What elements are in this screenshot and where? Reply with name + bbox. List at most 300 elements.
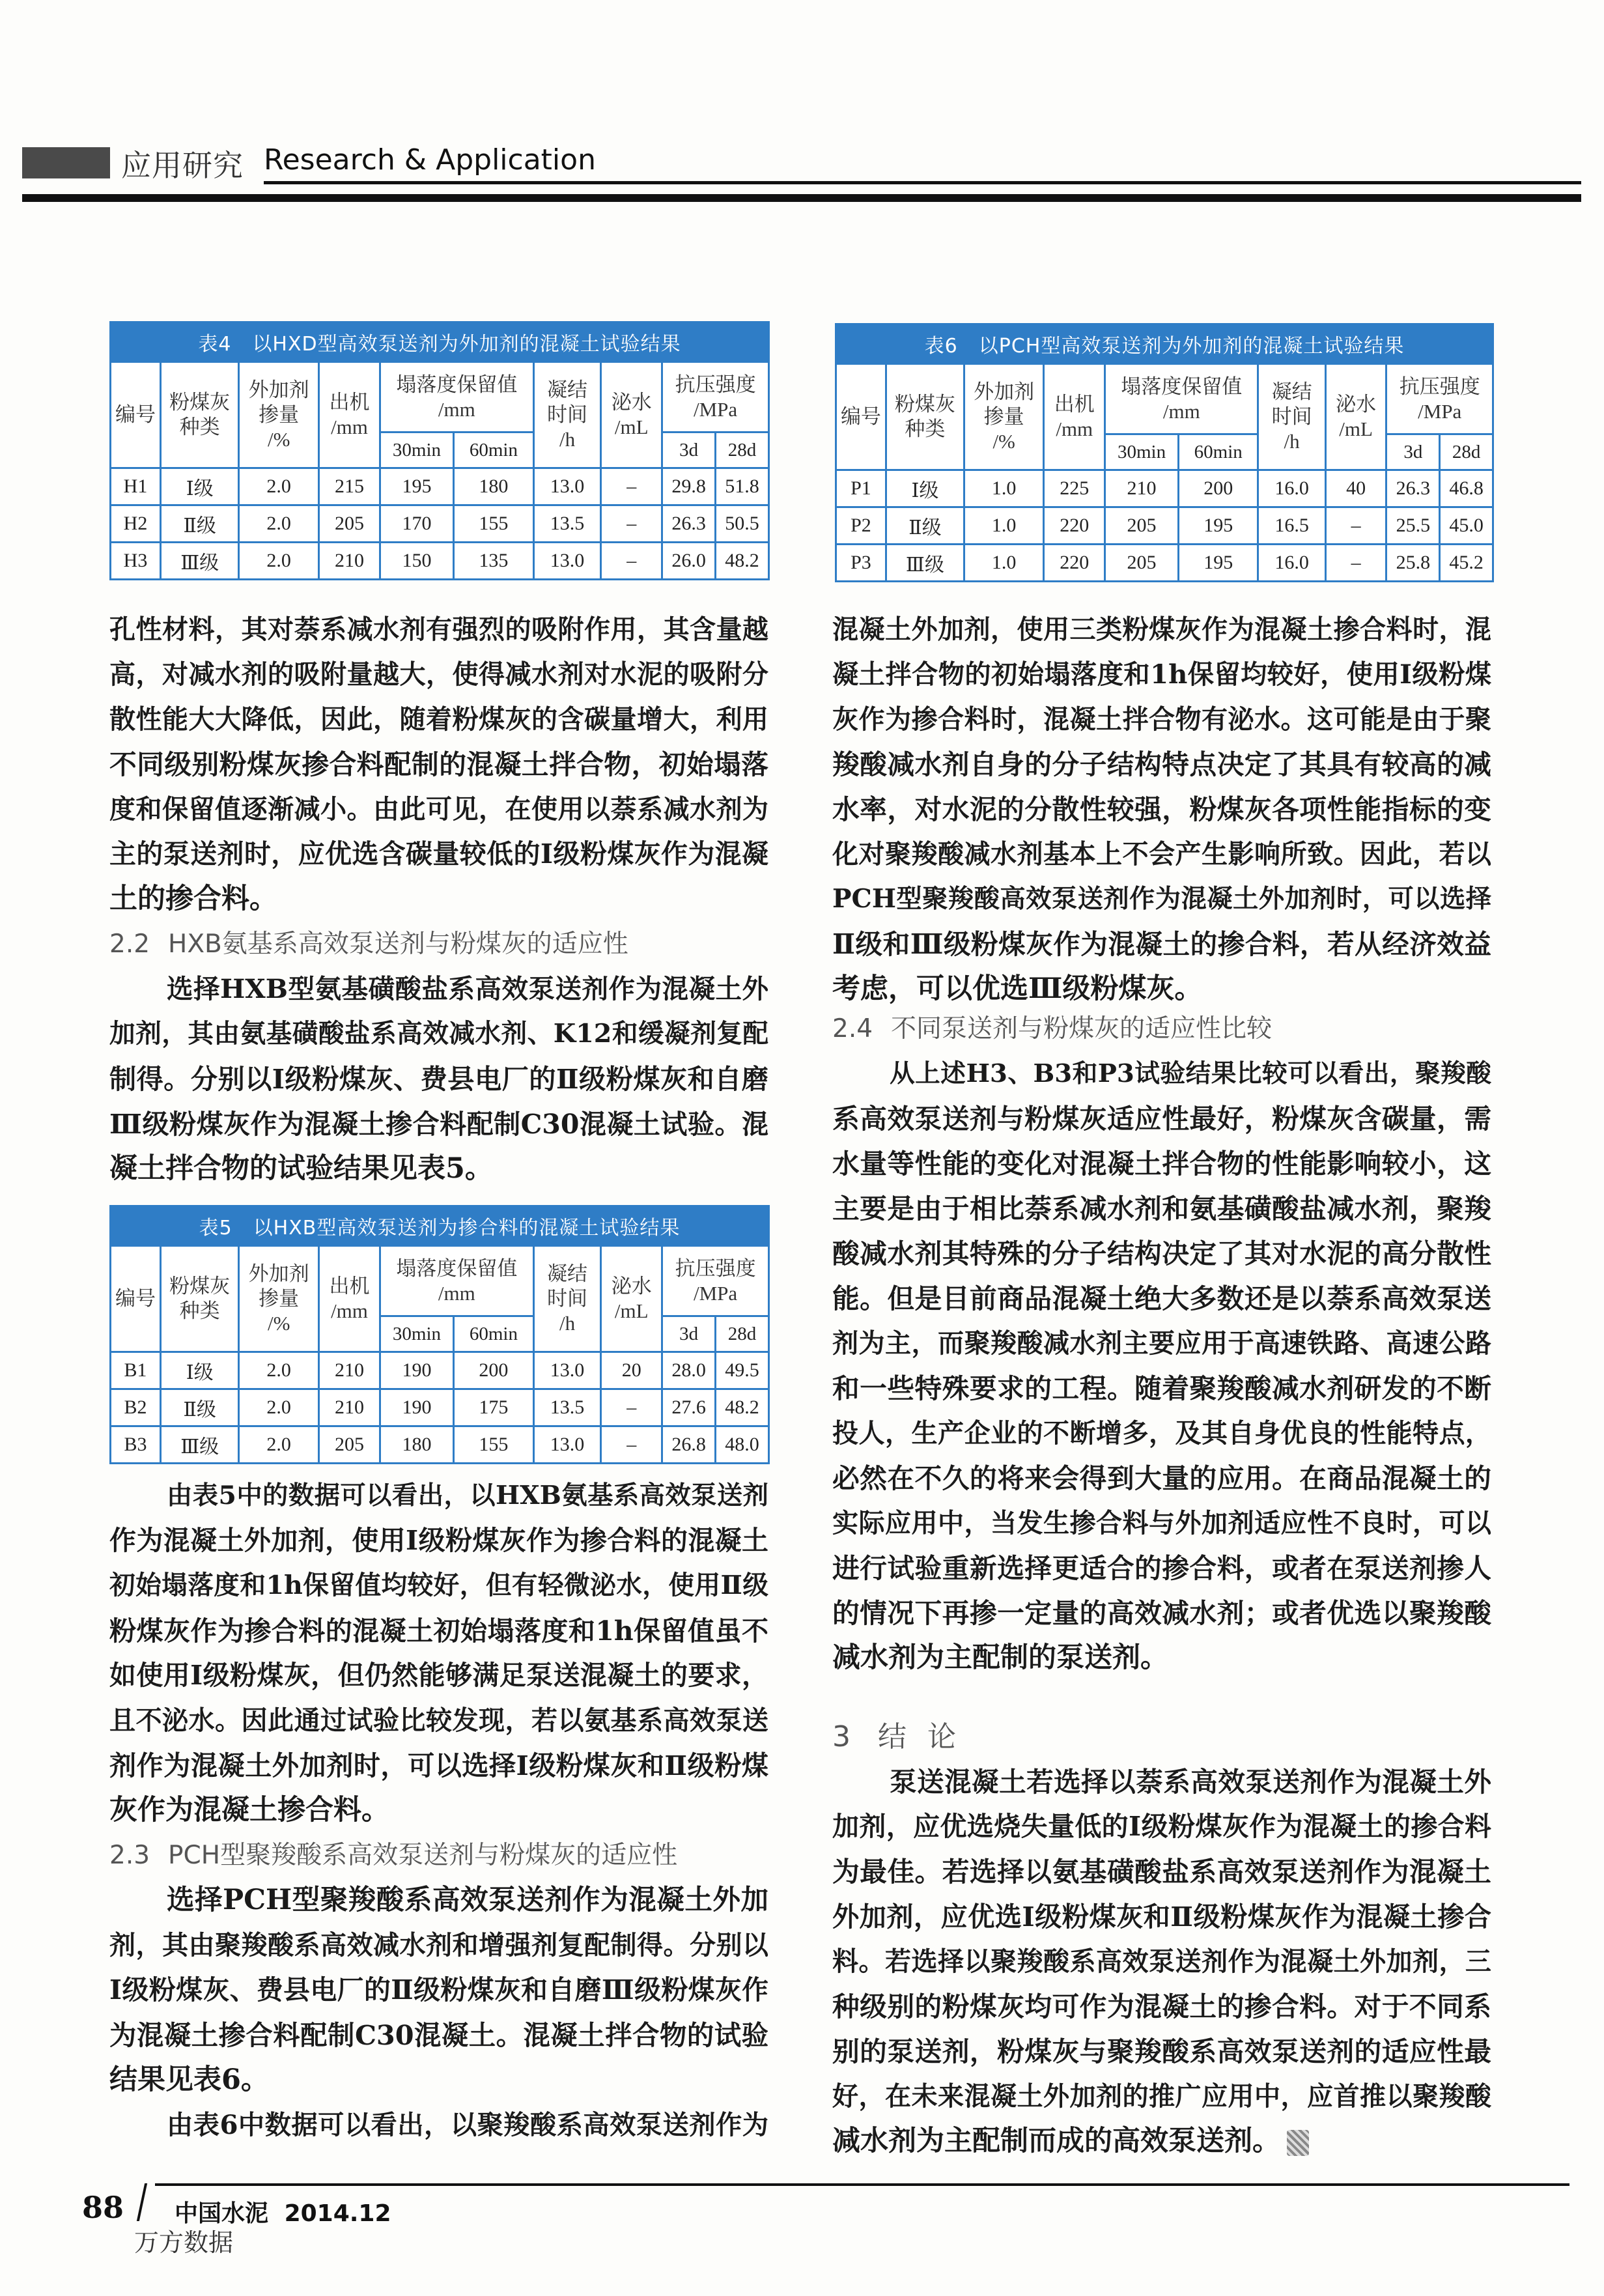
table-cell: 1.0 [964,470,1043,507]
header-block-decoration [22,147,110,178]
table-cell: Ⅰ级 [161,1352,239,1389]
table-cell: 48.2 [716,1389,769,1426]
output-line: 出机 [329,391,370,414]
table-row [836,507,1493,545]
table-cell: 2.0 [239,468,319,505]
table-row [111,543,769,580]
col-header-strength [1386,364,1493,434]
table-cell: 200 [454,1352,534,1389]
text-line [832,1186,1491,1231]
output-line: 出机 [329,1275,370,1297]
col-header-strength-3d: 3d [1386,434,1440,470]
table-cell: 2.0 [239,1389,319,1426]
header-rule-thick [22,194,1581,202]
table-number: 表6 [924,335,958,358]
text-line [832,1759,1491,1804]
text-line-content: 初始塌落度和1h保留值均较好，但有轻微泌水，使用Ⅱ级 [109,1570,768,1600]
text-line-content: 投人，生产企业的不断增多，及其自身优良的性能特点， [832,1418,1491,1449]
set_time-line: 凝结 [547,378,588,401]
text-line-content: 为混凝土掺合料配制C30混凝土。混凝土拌合物的试验 [109,2019,768,2051]
table-row [111,1352,769,1389]
table-cell: 205 [319,1426,380,1464]
table-row [836,470,1493,507]
table-cell: H2 [111,505,161,543]
text-line [832,1051,1491,1096]
text-line [109,1473,768,1518]
col-header-slump-60min: 60min [454,432,534,468]
bleed-line: 泌水 [611,1275,652,1297]
section-number: 2.3 [109,1841,150,1870]
col-header-bleed [1325,364,1386,470]
col-header-strength [662,362,769,432]
col-header-fly-ash-type [886,364,964,470]
text-line [109,1056,768,1101]
col-header-strength-28d: 28d [716,1316,769,1352]
col-header-output [319,1246,380,1352]
text-line-content: 孔性材料，其对萘系减水剂有强烈的吸附作用，其含量越 [109,614,768,645]
set_time-line: 凝结 [1271,380,1312,403]
table-5 [109,1205,770,1464]
table-cell: Ⅱ级 [161,1389,239,1426]
col-header-bleed [601,362,662,468]
text-line [109,832,768,877]
strength-line: 抗压强度 [675,373,756,396]
text-line-content: 系高效泵送剂与粉煤灰适应性最好，粉煤灰含碳量，需 [832,1103,1491,1135]
dosage-line: 掺量 [983,405,1024,428]
slump-line: 塌落度保留值 [396,373,518,396]
footer-slash [137,2183,147,2221]
text-line-content: 好，在未来混凝土外加剂的推广应用中，应首推以聚羧酸 [832,2081,1491,2112]
table-cell: 27.6 [662,1389,716,1426]
col-header-slump-30min: 30min [1105,434,1179,470]
text-line-content: 种级别的粉煤灰均可作为混凝土的掺合料。对于不同系 [832,1991,1491,2022]
text-line-content: 的情况下再掺一定量的高效减水剂；或者优选以聚羧酸 [832,1597,1491,1629]
table-cell: 155 [454,1426,534,1464]
table-cell: 25.8 [1386,545,1440,582]
section-title: PCH型聚羧酸系高效泵送剂与粉煤灰的适应性 [168,1841,678,1870]
text-line-content: 进行试验重新选择更适合的掺合料，或者在泵送剂掺人 [832,1552,1491,1584]
text-line [109,1653,768,1698]
table-cell: 26.3 [1386,470,1440,507]
table-cell: 26.0 [662,543,716,580]
table-cell: – [601,468,662,505]
text-line [832,1894,1491,1939]
text-line [109,1012,768,1056]
table-number: 表5 [199,1217,232,1240]
section-title: 结论 [878,1720,977,1753]
text-line-content: 加剂，应优选烧失量低的Ⅰ级粉煤灰作为混凝土的掺合料 [832,1811,1491,1842]
table-cell: 190 [380,1389,453,1426]
text-line-content: 水量等性能的变化对混凝土拌合物的性能影响较小，这 [832,1148,1491,1180]
slump-line: 塌落度保留值 [1121,375,1243,398]
table-cell: 13.0 [533,1352,601,1389]
text-line [832,1231,1491,1276]
col-header-output [319,362,380,468]
dosage-line: 外加剂 [248,378,309,401]
text-line-content: 由表5中的数据可以看出，以HXB氨基系高效泵送剂 [167,1481,768,1510]
table-cell: 135 [454,543,534,580]
table-cell: 13.5 [533,505,601,543]
table-cell: 210 [319,1352,380,1389]
table-cell: 215 [319,468,380,505]
table-cell: 16.5 [1258,507,1325,545]
dosage-line: /% [267,428,290,451]
table-caption [836,324,1493,364]
text-line-content: 减水剂为主配制而成的高效泵送剂。 [832,2125,1280,2157]
table-cell: Ⅲ级 [886,545,964,582]
text-line [109,1743,768,1788]
col-header-strength-3d: 3d [662,1316,716,1352]
table-cell: 20 [601,1352,662,1389]
text-line-content: 能。但是目前商品混凝土绝大多数还是以萘系高效泵送 [832,1283,1491,1314]
text-line [832,1804,1491,1849]
text-line [832,1141,1491,1186]
section-number: 3 [832,1720,871,1753]
table-cell: 13.5 [533,1389,601,1426]
header-rule-thin [264,181,1581,184]
col-header-set-time [1258,364,1325,470]
table-cell: 46.8 [1440,470,1493,507]
table-row [111,505,769,543]
col-header-slump-30min: 30min [380,1316,453,1352]
text-line [832,877,1491,922]
table-cell: 225 [1044,470,1105,507]
text-line [832,697,1491,742]
text-line-content: 且不泌水。因此通过试验比较发现，若以氨基系高效泵送 [109,1705,768,1736]
output-line: /mm [1056,418,1093,440]
text-line-content: 制得。分别以Ⅰ级粉煤灰、费县电厂的Ⅱ级粉煤灰和自磨 [109,1063,768,1095]
col-header-strength-28d: 28d [1440,434,1493,470]
col-header-slump-30min: 30min [380,432,453,468]
table-cell: 13.0 [533,1426,601,1464]
table-cell: 150 [380,543,453,580]
text-line [832,1276,1491,1321]
text-line [832,832,1491,877]
text-line [832,1546,1491,1591]
bleed-line: 泌水 [611,391,652,414]
table-cell: Ⅱ级 [886,507,964,545]
text-line-content: 水率，对水泥的分散性较强，粉煤灰各项性能指标的变 [832,793,1491,825]
section-number: 2.4 [832,1014,873,1043]
output-line: /mm [331,1299,368,1322]
strength-line: /MPa [694,1281,738,1305]
col-header-slump-60min: 60min [454,1316,534,1352]
col-header-slump-60min: 60min [1179,434,1258,470]
table-cell: H3 [111,543,161,580]
text-line-content: 主要是由于相比萘系减水剂和氨基磺酸盐减水剂，聚羧 [832,1193,1491,1225]
section-heading-3 [832,1714,977,1759]
text-line-content: 灰作为混凝土掺合料。 [109,1794,389,1826]
text-line [109,1563,768,1608]
text-line-content: 料。若选择以聚羧酸系高效泵送剂作为混凝土外加剂，三 [832,1946,1491,1977]
table-cell: 210 [319,1389,380,1426]
set_time-line: /h [559,428,576,451]
text-line-content: 考虑，可以优选Ⅲ级粉煤灰。 [832,972,1203,1005]
table-cell: 195 [380,468,453,505]
col-header-id: 编号 [111,1246,161,1352]
table-cell: P1 [836,470,886,507]
text-line [832,1456,1491,1501]
text-line-content: 结果见表6。 [109,2063,269,2096]
text-line-content: 加剂，其由氨基磺酸盐系高效减水剂、K12和缓凝剂复配 [109,1019,768,1049]
table-caption [111,322,769,362]
text-line-content: 度和保留值逐渐减小。由此可见，在使用以萘系减水剂为 [109,794,768,825]
text-line [832,1636,1491,1680]
text-line [832,1984,1491,2029]
col-header-slump [1105,364,1258,434]
table-cell: 45.2 [1440,545,1493,582]
text-line-content: 土的掺合料。 [109,883,277,915]
table-cell: 50.5 [716,505,769,543]
slump-line: /mm [438,397,475,421]
section-title: HXB氨基系高效泵送剂与粉煤灰的适应性 [168,929,628,959]
table-cell: 1.0 [964,545,1043,582]
table-cell: 155 [454,505,534,543]
table-cell: 16.0 [1258,545,1325,582]
table-cell: 205 [1105,545,1179,582]
text-line [109,652,768,697]
left-paragraph-3 [109,1473,768,1833]
section-heading-2-3 [109,1833,677,1878]
table-cell: 195 [1179,507,1258,545]
col-header-fly-ash-type [161,1246,239,1352]
table-cell: 210 [319,543,380,580]
set_time-line: 时间 [547,403,588,426]
text-line [832,2029,1491,2074]
fly_ash_type-line: 种类 [179,1299,220,1322]
text-line [109,787,768,832]
text-line-content: 泵送混凝土若选择以萘系高效泵送剂作为混凝土外 [890,1766,1491,1798]
table-title: 以HXD型高效泵送剂为外加剂的混凝土试验结果 [252,333,681,356]
slump-line: /mm [1162,399,1200,423]
text-line-content: 灰作为掺合料时，混凝土拌合物有泌水。这可能是由于聚 [832,704,1491,735]
col-header-strength-3d: 3d [662,432,716,468]
section-label-en: Research & Application [264,143,596,177]
table-cell: – [601,505,662,543]
text-line [109,1788,768,1833]
text-line-content: 选择PCH型聚羧酸系高效泵送剂作为混凝土外加 [167,1884,768,1916]
text-line [832,1501,1491,1546]
col-header-dosage [239,1246,319,1352]
text-line [109,967,768,1012]
text-line [832,1321,1491,1366]
table-cell: P3 [836,545,886,582]
text-line-content: 凝土拌合物的初始塌落度和1h保留均较好，使用Ⅰ级粉煤 [832,659,1491,690]
text-line [109,697,768,742]
col-header-set-time [533,1246,601,1352]
text-line-content: 和一些特殊要求的工程。随着聚羧酸减水剂研发的不断 [832,1372,1491,1404]
text-line [832,1411,1491,1456]
text-line [109,1968,768,2013]
table-cell: 40 [1325,470,1386,507]
table-cell: H1 [111,468,161,505]
text-line-content: 剂为主，而聚羧酸减水剂主要应用于高速铁路、高速公路 [832,1328,1491,1359]
text-line-content: 酸减水剂其特殊的分子结构决定了其对水泥的高分散性 [832,1238,1491,1269]
text-line-content: 作为混凝土外加剂，使用Ⅰ级粉煤灰作为掺合料的混凝土 [109,1525,768,1556]
text-line [109,2013,768,2058]
table-cell: 200 [1179,470,1258,507]
table-cell: 26.3 [662,505,716,543]
text-line [109,1518,768,1563]
table-cell: 45.0 [1440,507,1493,545]
table-cell: 205 [1105,507,1179,545]
text-line [109,2058,768,2103]
table-cell: 205 [319,505,380,543]
text-line-content: 凝土拌合物的试验结果见表5。 [109,1152,493,1185]
fly_ash_type-line: 粉煤灰 [169,1275,231,1297]
text-line [832,967,1491,1012]
text-line-content: PCH型聚羧酸高效泵送剂作为混凝土外加剂时，可以选择 [832,884,1491,914]
table-caption [111,1206,769,1246]
slump-line: /mm [438,1281,475,1305]
left-paragraph-2 [109,967,768,1191]
text-line-content: 化对聚羧酸减水剂基本上不会产生影响所致。因此，若以 [832,839,1491,870]
table-number: 表4 [198,333,232,356]
text-line-content: 从上述H3、B3和P3试验结果比较可以看出，聚羧酸 [890,1059,1491,1088]
footer-rule [155,2183,1569,2186]
table-cell: 48.0 [716,1426,769,1464]
col-header-slump [380,1246,533,1316]
output-line: 出机 [1054,393,1095,416]
section-heading-2-2 [109,922,628,967]
text-line [109,2103,768,2147]
text-line-content: 剂作为混凝土外加剂时，可以选择Ⅰ级粉煤灰和Ⅱ级粉煤 [109,1750,768,1781]
table-cell: 16.0 [1258,470,1325,507]
col-header-dosage [964,364,1043,470]
text-line-content: 羧酸减水剂自身的分子结构特点决定了其具有较高的减 [832,748,1491,780]
table-cell: 2.0 [239,1426,319,1464]
text-line [832,1366,1491,1411]
table-cell: 13.0 [533,543,601,580]
text-line-content: Ⅰ级粉煤灰、费县电厂的Ⅱ级粉煤灰和自磨Ⅲ级粉煤灰作 [109,1974,768,2005]
text-line-content: 为最佳。若选择以氨基磺酸盐系高效泵送剂作为混凝土 [832,1856,1491,1888]
section-title: 不同泵送剂与粉煤灰的适应性比较 [891,1014,1273,1043]
text-line-content: 别的泵送剂，粉煤灰与聚羧酸系高效泵送剂的适应性最 [832,2035,1491,2067]
table-cell: – [601,543,662,580]
table-title: 以PCH型高效泵送剂为外加剂的混凝土试验结果 [978,335,1405,358]
text-line-content: 选择HXB型氨基磺酸盐系高效泵送剂作为混凝土外 [167,973,768,1004]
text-line [109,1923,768,1968]
strength-line: 抗压强度 [1399,375,1480,398]
text-line-content: 不同级别粉煤灰掺合料配制的混凝土拌合物，初始塌落 [109,748,768,780]
left-paragraph-4 [109,1878,768,2103]
text-line-content: 剂，其由聚羧酸系高效减水剂和增强剂复配制得。分别以 [109,1930,768,1961]
dosage-line: /% [267,1312,290,1335]
table-row [111,468,769,505]
bleed-line: /mL [614,416,649,438]
table-cell: – [1325,545,1386,582]
table-cell: – [1325,507,1386,545]
section-number: 2.2 [109,929,150,959]
text-line-content: Ⅲ级粉煤灰作为混凝土掺合料配制C30混凝土试验。混 [109,1108,768,1140]
col-header-strength-28d: 28d [716,432,769,468]
table-cell: B2 [111,1389,161,1426]
table-cell: – [601,1389,662,1426]
text-line [832,652,1491,697]
col-header-slump [380,362,533,432]
table-cell: 2.0 [239,1352,319,1389]
table-cell: 29.8 [662,468,716,505]
col-header-bleed [601,1246,662,1352]
right-paragraph-3 [832,1759,1491,2164]
text-line [832,742,1491,787]
right-paragraph-1 [832,607,1491,1012]
slump-line: 塌落度保留值 [396,1256,518,1280]
fly_ash_type-line: 种类 [179,416,220,438]
text-line [832,607,1491,652]
table-cell: 180 [454,468,534,505]
text-line [109,877,768,922]
table-title: 以HXB型高效泵送剂为掺合料的混凝土试验结果 [253,1217,681,1240]
text-line-content: 必然在不久的将来会得到大量的应用。在商品混凝土的 [832,1462,1491,1494]
set_time-line: /h [559,1312,576,1335]
bleed-line: /mL [614,1299,649,1322]
bleed-line: /mL [1339,418,1373,440]
table-cell: Ⅲ级 [161,543,239,580]
col-header-output [1044,364,1105,470]
bleed-line: 泌水 [1336,393,1377,416]
output-line: /mm [331,416,368,438]
table-cell: Ⅰ级 [886,470,964,507]
table-cell: – [601,1426,662,1464]
text-line [832,2119,1491,2164]
table-cell: 1.0 [964,507,1043,545]
text-line-content: 减水剂为主配制的泵送剂。 [832,1641,1168,1674]
table-cell: 195 [1179,545,1258,582]
strength-line: /MPa [694,397,738,421]
issue-date: 2014.12 [284,2200,391,2227]
fly_ash_type-line: 种类 [905,418,946,440]
magazine-name: 中国水泥 [175,2200,269,2227]
table-cell: 13.0 [533,468,601,505]
set_time-line: 时间 [1271,405,1312,428]
table-cell: 180 [380,1426,453,1464]
strength-line: /MPa [1418,399,1462,423]
table-cell: P2 [836,507,886,545]
table-row [836,545,1493,582]
text-line-content: 粉煤灰作为掺合料的混凝土初始塌落度和1h保留值虽不 [109,1615,768,1647]
fly_ash_type-line: 粉煤灰 [894,393,955,416]
col-header-id: 编号 [111,362,161,468]
table-cell: B1 [111,1352,161,1389]
text-line-content: 主的泵送剂时，应优选含碳量较低的Ⅰ级粉煤灰作为混凝 [109,838,768,870]
text-line [109,1698,768,1743]
text-line [109,742,768,787]
end-of-article-icon [1287,2130,1309,2156]
source-watermark: 万方数据 [134,2228,234,2257]
section-heading-2-4 [832,1006,1272,1051]
col-header-id: 编号 [836,364,886,470]
table-row [111,1389,769,1426]
set_time-line: 时间 [547,1287,588,1310]
table-cell: Ⅱ级 [161,505,239,543]
section-label-cn: 应用研究 [121,148,244,183]
text-line [832,1096,1491,1141]
text-line [832,1939,1491,1984]
table-cell: Ⅰ级 [161,468,239,505]
text-line-content: 由表6中数据可以看出，以聚羧酸系高效泵送剂作为 [167,2109,768,2140]
table-cell: 220 [1044,507,1105,545]
text-line-content: 散性能大大降低，因此，随着粉煤灰的含碳量增大，利用 [109,704,768,735]
table-cell: Ⅲ级 [161,1426,239,1464]
text-line [109,1101,768,1146]
table-cell: 190 [380,1352,453,1389]
table-row [111,1426,769,1464]
strength-line: 抗压强度 [675,1256,756,1280]
table-cell: 220 [1044,545,1105,582]
left-paragraph-1 [109,607,768,922]
table-cell: 49.5 [716,1352,769,1389]
